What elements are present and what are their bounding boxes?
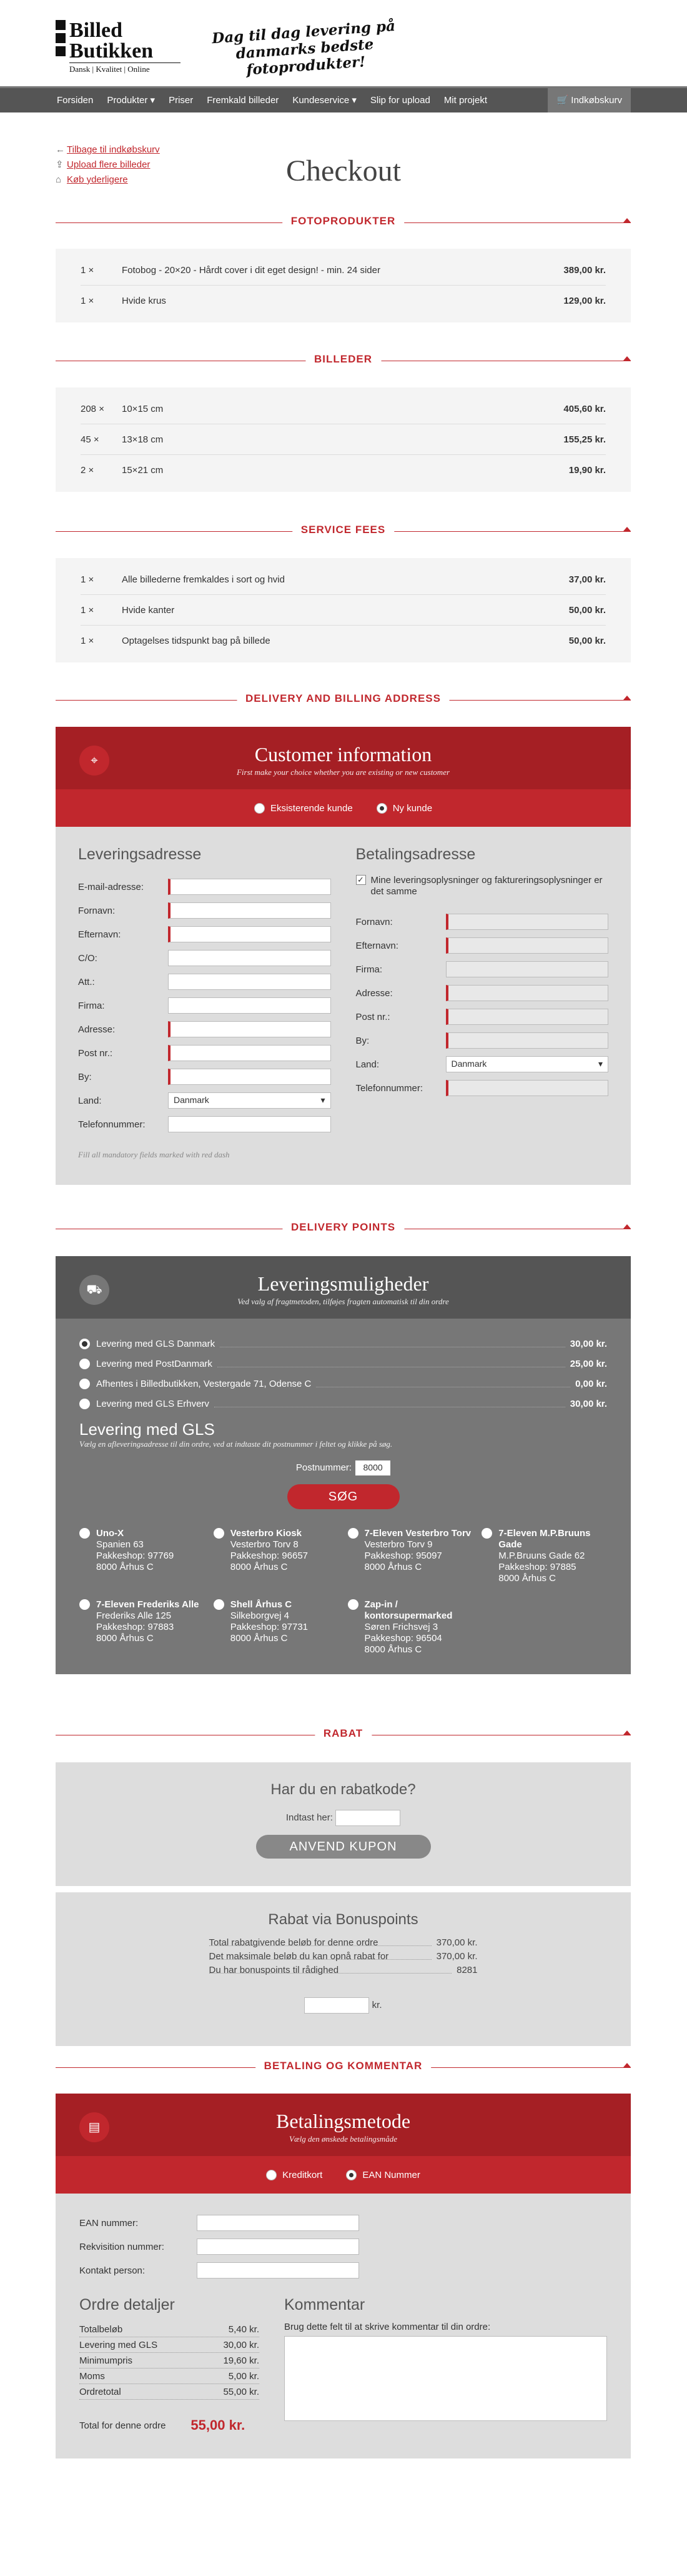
payment-method-radios: [56, 2156, 631, 2194]
billing-lastname-field[interactable]: [446, 937, 609, 954]
radio-new-customer[interactable]: Ny kunde: [377, 803, 432, 814]
delivery-option-gls[interactable]: Levering med GLS Danmark 30,00 kr.: [79, 1334, 607, 1354]
nav-fremkald[interactable]: Fremkald billeder: [207, 95, 279, 106]
coupon-box: [56, 1762, 631, 1886]
customer-type-radios: [56, 789, 631, 827]
bonus-title: Rabat via Bonuspoints: [268, 1911, 418, 1928]
order-total: Total for denne ordre 55,00 kr.: [79, 2417, 245, 2433]
table-row: 1 × Hvide kanter 50,00 kr.: [81, 595, 606, 626]
arrow-left-icon: ←: [56, 144, 65, 155]
payment-icon: ▤: [79, 2112, 109, 2142]
customer-title: Customer information: [254, 743, 432, 766]
logo-line1: Billed: [69, 19, 123, 42]
location-pin-icon: ⌖: [79, 746, 109, 776]
delivery-title: Leveringsmuligheder: [257, 1272, 429, 1295]
nav-cart[interactable]: [548, 88, 631, 112]
comment-label: Brug dette felt til at skrive kommentar til din ordre:: [284, 2322, 491, 2332]
service-box: [56, 558, 631, 662]
logo-sub: Dansk | Kvalitet | Online: [69, 62, 180, 74]
requisition-field[interactable]: [197, 2239, 359, 2255]
table-row: 1 × Alle billederne fremkaldes i sort og hvid 37,00 kr.: [81, 564, 606, 595]
table-row: 208 × 10×15 cm 405,60 kr.: [81, 394, 606, 424]
bonus-row: Total rabatgivende beløb for denne ordre 370,00 kr.: [209, 1937, 478, 1948]
gls-title: Levering med GLS: [79, 1420, 215, 1439]
contact-person-field[interactable]: [197, 2262, 359, 2279]
comment-textarea[interactable]: [284, 2336, 607, 2421]
same-address-checkbox[interactable]: ✓ Mine leveringsoplysninger og faktureringsoplysninger er det samme: [356, 875, 609, 897]
customer-subtitle: First make your choice whether you are existing or new customer: [236, 767, 450, 777]
delivery-option-gls-business[interactable]: Levering med GLS Erhverv 30,00 kr.: [79, 1394, 607, 1414]
customer-header: [56, 727, 631, 789]
collapse-icon: [623, 2063, 631, 2067]
nav-mit-projekt[interactable]: Mit projekt: [443, 95, 487, 106]
att-field[interactable]: [168, 974, 331, 990]
delivery-header: [56, 1256, 631, 1319]
collapse-icon: [623, 1224, 631, 1229]
logo-line2: Butikken: [69, 39, 154, 62]
nav-slip-upload[interactable]: Slip for upload: [370, 95, 430, 106]
upload-more-link[interactable]: ⇪ Upload flere billeder: [56, 157, 160, 172]
payment-panel: [56, 2094, 631, 2459]
address-form: [56, 827, 631, 1185]
apply-coupon-button[interactable]: ANVEND KUPON: [256, 1835, 431, 1859]
lastname-field[interactable]: [168, 926, 331, 942]
nav-priser[interactable]: Priser: [169, 95, 194, 106]
delivery-subtitle: Ved valg af fragtmetoden, tilføjes fragten automatisk til din ordre: [237, 1297, 449, 1306]
cart-label: Indkøbskurv: [571, 95, 622, 106]
logo-mark: [56, 20, 66, 74]
bonus-box: [56, 1892, 631, 2046]
company-field[interactable]: [168, 997, 331, 1014]
bonus-row: Det maksimale beløb du kan opnå rabat for 370,00 kr.: [209, 1951, 478, 1962]
email-field[interactable]: [168, 879, 331, 895]
delivery-address-column: Leveringsadresse E-mail-adresse: Fornavn: Efternavn: C/O: Att.: Firma: Adresse: Post nr.: By: Land: Danmark ▾ Telefonnummer: Fill all mandatory fields marked with red dash: [78, 846, 331, 1160]
pakkeshop-item[interactable]: Zap-in / kontorsupermarked Søren Frichsvej 3 Pakkeshop: 96504 8000 Århus C: [348, 1599, 473, 1655]
table-row: 1 × Optagelses tidspunkt bag på billede 50,00 kr.: [81, 636, 606, 646]
check-icon: ✓: [356, 875, 366, 885]
table-row: 45 × 13×18 cm 155,25 kr.: [81, 424, 606, 455]
cart-icon: 🛒: [556, 95, 571, 106]
pakkeshop-item[interactable]: Vesterbro Kiosk Vesterbro Torv 8 Pakkeshop: 96657 8000 Århus C: [214, 1528, 339, 1584]
co-field[interactable]: [168, 950, 331, 966]
bonus-input[interactable]: [304, 1997, 369, 2014]
delivery-panel: [56, 1256, 631, 1674]
pakkeshop-item[interactable]: Uno-X Spanien 63 Pakkeshop: 97769 8000 Århus C: [79, 1528, 205, 1584]
site-header: [0, 0, 687, 86]
order-row: Ordretotal 55,00 kr.: [79, 2384, 259, 2400]
gls-postnr-input[interactable]: 8000: [355, 1460, 390, 1475]
order-row: Totalbeløb 5,40 kr.: [79, 2322, 259, 2337]
pakkeshop-item[interactable]: Shell Århus C Silkeborgvej 4 Pakkeshop: 97731 8000 Århus C: [214, 1599, 339, 1655]
search-button[interactable]: SØG: [287, 1484, 400, 1509]
section-header-service[interactable]: SERVICE FEES: [56, 524, 631, 539]
order-row: Levering med GLS 30,00 kr.: [79, 2337, 259, 2353]
section-header-payment[interactable]: BETALING OG KOMMENTAR: [56, 2060, 631, 2075]
billing-company-field[interactable]: [446, 961, 609, 977]
country-select[interactable]: Danmark ▾: [168, 1092, 331, 1109]
payment-title: Betalingsmetode: [275, 2110, 411, 2132]
payment-body: EAN nummer: Rekvisition nummer: Kontakt person: Ordre detaljer Totalbeløb 5,40 kr. Levering med GLS 30,00 kr. Minimumpris 19,60 kr. Moms 5,00 kr. Ordretotal 55,00 kr. Total for denne ordre 55,00 kr. Kommentar Brug dette felt til at skrive kommentar til din ordre:: [56, 2194, 631, 2459]
table-row: 1 × Hvide krus 129,00 kr.: [81, 296, 606, 306]
coupon-input[interactable]: [335, 1810, 400, 1826]
coupon-label: Indtast her:: [285, 1812, 333, 1823]
nav-kundeservice[interactable]: Kundeservice ▾: [292, 95, 357, 106]
coupon-title: Har du en rabatkode?: [270, 1781, 416, 1798]
section-header-delivery[interactable]: DELIVERY POINTS: [56, 1221, 631, 1236]
collapse-icon: [623, 527, 631, 531]
billing-address-column: Betalingsadresse ✓ Mine leveringsoplysninger og faktureringsoplysninger er det samme Fornavn: Efternavn: Firma: Adresse: Post nr.: By: Land: Danmark ▾ Telefonnummer:: [356, 846, 609, 1160]
upload-icon: ⇪: [56, 159, 64, 170]
collapse-icon: [623, 356, 631, 361]
buy-more-link[interactable]: ⌂ Køb yderligere: [56, 172, 160, 187]
delivery-address-title: Leveringsadresse: [78, 846, 202, 863]
comment-title: Kommentar: [284, 2296, 365, 2314]
firstname-field[interactable]: [168, 902, 331, 919]
customer-panel: [56, 727, 631, 1185]
section-header-foto[interactable]: FOTOPRODUKTER: [56, 215, 631, 230]
billing-phone-field[interactable]: [446, 1080, 609, 1096]
collapse-icon: [623, 1730, 631, 1735]
pakkeshop-item[interactable]: 7-Eleven Vesterbro Torv Vesterbro Torv 9 Pakkeshop: 95097 8000 Århus C: [348, 1528, 473, 1584]
postnr-row: Postnummer: 8000: [79, 1460, 607, 1475]
radio-existing-customer[interactable]: Eksisterende kunde: [254, 803, 353, 814]
billeder-box: [56, 387, 631, 492]
section-header-address[interactable]: DELIVERY AND BILLING ADDRESS: [56, 692, 631, 707]
billing-address-title: Betalingsadresse: [355, 846, 476, 863]
payment-subtitle: Vælg den ønskede betalingsmåde: [289, 2134, 397, 2144]
section-header-billeder[interactable]: BILLEDER: [56, 353, 631, 368]
mandatory-note: Fill all mandatory fields marked with red dash: [78, 1150, 230, 1159]
site-logo[interactable]: [56, 20, 180, 74]
order-details-title: Ordre detaljer: [79, 2296, 175, 2314]
billing-postnr-field[interactable]: [446, 1009, 609, 1025]
gls-subtitle: Vælg en afleveringsadresse til din ordre, ved at indtaste dit postnummer i feltet og klikke på søg.: [79, 1439, 393, 1449]
billing-city-field[interactable]: [446, 1032, 609, 1049]
bonus-details: [209, 1937, 478, 1979]
delivery-option-post[interactable]: Levering med PostDanmark 25,00 kr.: [79, 1354, 607, 1374]
payment-header: [56, 2094, 631, 2156]
pakkeshop-item[interactable]: 7-Eleven Frederiks Alle Frederiks Alle 125 Pakkeshop: 97883 8000 Århus C: [79, 1599, 205, 1655]
phone-field[interactable]: [168, 1116, 331, 1132]
section-header-rabat[interactable]: RABAT: [56, 1727, 631, 1742]
city-field[interactable]: [168, 1069, 331, 1085]
radio-ean[interactable]: EAN Nummer: [346, 2170, 420, 2180]
bag-icon: ⌂: [56, 174, 62, 185]
order-details: [79, 2296, 259, 2434]
order-row: Minimumpris 19,60 kr.: [79, 2353, 259, 2369]
page-title: Checkout: [286, 154, 401, 187]
table-row: 1 × Fotobog - 20×20 - Hårdt cover i dit eget design! - min. 24 sider 389,00 kr.: [81, 255, 606, 286]
billing-address-field[interactable]: [446, 985, 609, 1001]
collapse-icon: [623, 218, 631, 222]
delivery-body: [56, 1319, 631, 1674]
billing-firstname-field[interactable]: [446, 914, 609, 930]
order-row: Moms 5,00 kr.: [79, 2369, 259, 2384]
pakkeshop-list: [79, 1528, 607, 1655]
truck-icon: ⛟: [79, 1275, 109, 1305]
ean-field[interactable]: [197, 2215, 359, 2231]
delivery-option-pickup[interactable]: Afhentes i Billedbutikken, Vestergade 71, Odense C 0,00 kr.: [79, 1374, 607, 1394]
slogan: Dag til dag levering på danmarks bedste fotoprodukter!: [211, 17, 396, 79]
back-to-cart-link[interactable]: ← Tilbage til indkøbskurv: [56, 142, 160, 157]
foto-box: [56, 249, 631, 322]
address-field[interactable]: [168, 1021, 331, 1037]
table-row: 2 × 15×21 cm 19,90 kr.: [81, 465, 606, 476]
pakkeshop-item[interactable]: 7-Eleven M.P.Bruuns Gade M.P.Bruuns Gade 62 Pakkeshop: 97885 8000 Århus C: [482, 1528, 607, 1584]
nav-produkter[interactable]: Produkter ▾: [107, 95, 156, 106]
collapse-icon: [623, 696, 631, 700]
bonus-row: Du har bonuspoints til rådighed 8281: [209, 1965, 478, 1975]
nav-forsiden[interactable]: Forsiden: [57, 95, 94, 106]
billing-country-select[interactable]: Danmark ▾: [446, 1056, 609, 1072]
comment-section: [284, 2296, 607, 2434]
bonus-unit: kr.: [372, 1999, 382, 2010]
postnr-field[interactable]: [168, 1045, 331, 1061]
radio-credit-card[interactable]: Kreditkort: [266, 2170, 322, 2180]
main-nav: [0, 86, 687, 112]
